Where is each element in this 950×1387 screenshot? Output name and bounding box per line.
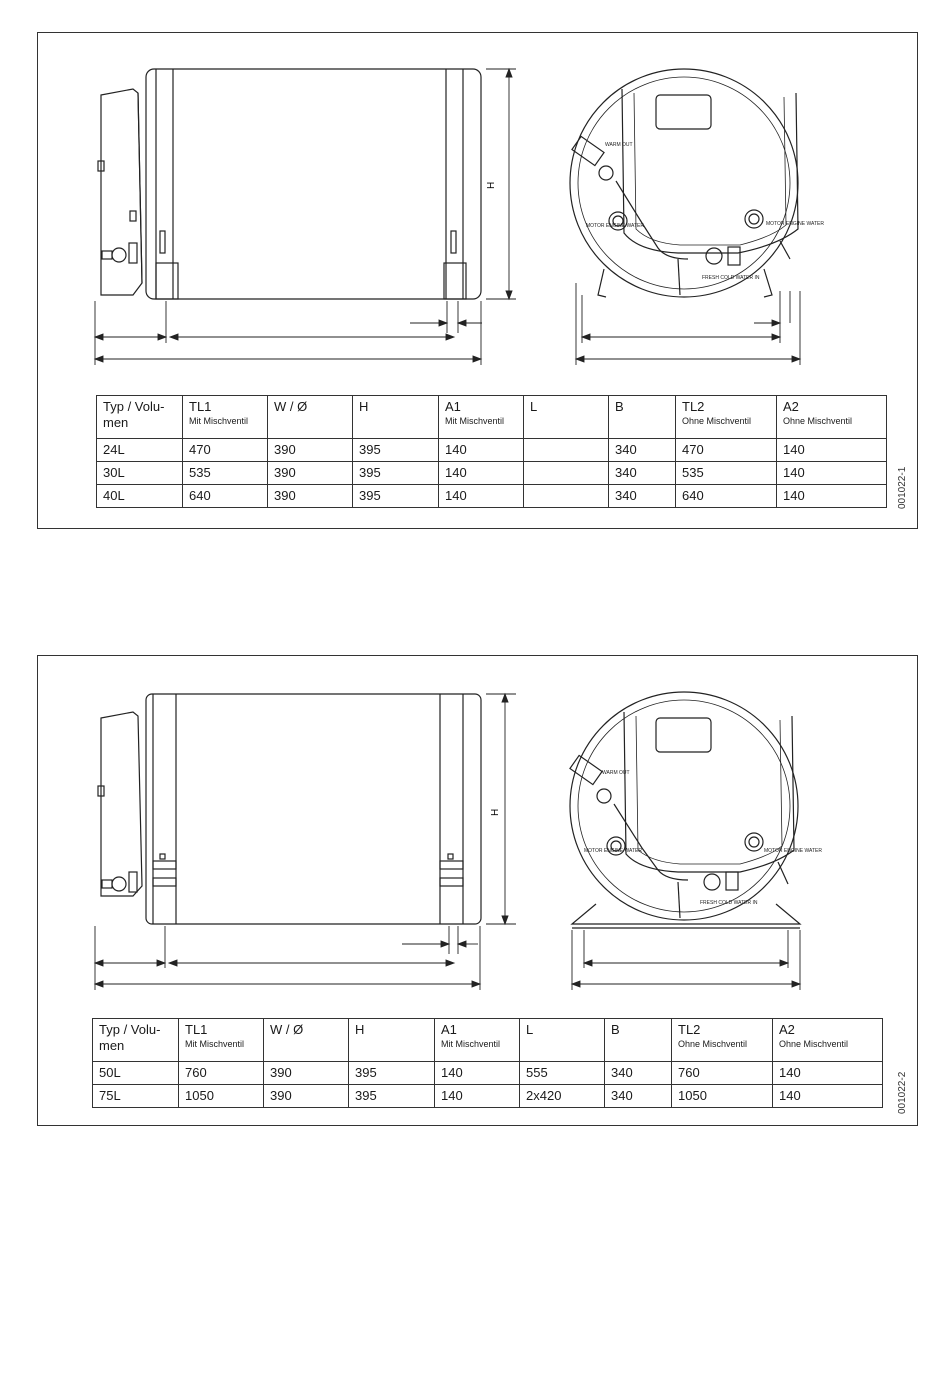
table-cell bbox=[524, 439, 609, 462]
header-label: B bbox=[615, 399, 624, 414]
table-header-row bbox=[93, 1019, 883, 1062]
figure-id-label: 001022-1 bbox=[897, 466, 908, 509]
table-cell: 40L bbox=[97, 485, 183, 508]
header-cell bbox=[435, 1019, 520, 1062]
tank-body bbox=[146, 69, 481, 299]
figure-id-label: 001022-2 bbox=[897, 1071, 908, 1114]
header-cell bbox=[439, 396, 524, 439]
table-cell: 395 bbox=[353, 439, 439, 462]
header-cell bbox=[349, 1019, 435, 1062]
table-header-row bbox=[97, 396, 887, 439]
table-cell: 390 bbox=[264, 1085, 349, 1108]
table-row bbox=[93, 1085, 883, 1108]
table-cell: 140 bbox=[777, 439, 887, 462]
control-housing bbox=[101, 712, 142, 896]
header-sub: Mit Mischventil bbox=[445, 415, 505, 426]
header-cell bbox=[676, 396, 777, 439]
spec-table-2 bbox=[92, 1018, 883, 1108]
table-row bbox=[93, 1062, 883, 1085]
table-cell: 140 bbox=[439, 485, 524, 508]
table-cell: 140 bbox=[777, 462, 887, 485]
table-cell: 50L bbox=[93, 1062, 179, 1085]
mixing-valve bbox=[112, 877, 126, 891]
foot-left bbox=[156, 263, 178, 299]
diagram-figure-1 bbox=[37, 32, 918, 529]
table-cell: 390 bbox=[268, 485, 353, 508]
header-label: H bbox=[355, 1022, 365, 1037]
tag-motor-engine-right: MOTOR ENGINE WATER bbox=[764, 848, 822, 854]
table-cell: 340 bbox=[609, 462, 676, 485]
header-label: W / Ø bbox=[270, 1022, 304, 1037]
table-cell: 555 bbox=[520, 1062, 605, 1085]
table-cell: 395 bbox=[353, 485, 439, 508]
table-cell: 30L bbox=[97, 462, 183, 485]
header-label: TL1 bbox=[189, 399, 212, 414]
header-cell bbox=[524, 396, 609, 439]
table-cell: 390 bbox=[264, 1062, 349, 1085]
h-dimension-label: H bbox=[490, 808, 501, 816]
header-label: A2 bbox=[783, 399, 799, 414]
table-cell: 390 bbox=[268, 462, 353, 485]
header-label: L bbox=[526, 1022, 534, 1037]
header-cell bbox=[777, 396, 887, 439]
header-label: H bbox=[359, 399, 369, 414]
table-row bbox=[97, 462, 887, 485]
header-sub: Ohne Mischventil bbox=[682, 415, 752, 426]
tank-front-view bbox=[570, 69, 798, 297]
table-cell bbox=[524, 462, 609, 485]
header-label: TL2 bbox=[682, 399, 705, 414]
header-label: W / Ø bbox=[274, 399, 308, 414]
header-sub: Ohne Mischventil bbox=[783, 415, 853, 426]
tag-motor-engine-left: MOTOR ENGINE WATER bbox=[584, 848, 642, 854]
mixing-valve bbox=[112, 248, 126, 262]
table-cell: 1050 bbox=[179, 1085, 264, 1108]
header-label: A1 bbox=[445, 399, 461, 414]
header-cell bbox=[183, 396, 268, 439]
header-cell bbox=[93, 1019, 179, 1062]
table-cell: 640 bbox=[183, 485, 268, 508]
table-cell: 2x420 bbox=[520, 1085, 605, 1108]
header-label: Typ / Volu-men bbox=[99, 1022, 161, 1053]
header-cell bbox=[264, 1019, 349, 1062]
table-row bbox=[97, 439, 887, 462]
header-cell bbox=[773, 1019, 883, 1062]
tag-warm-out: WARM OUT bbox=[602, 770, 630, 776]
header-cell bbox=[353, 396, 439, 439]
table-cell: 75L bbox=[93, 1085, 179, 1108]
table-cell: 340 bbox=[609, 439, 676, 462]
table-cell: 395 bbox=[353, 462, 439, 485]
header-cell bbox=[672, 1019, 773, 1062]
header-label: TL2 bbox=[678, 1022, 701, 1037]
boiler-drawing-2 bbox=[38, 656, 917, 1016]
tag-fresh-cold-in: FRESH COLD WATER IN bbox=[700, 900, 758, 906]
header-sub: Mit Mischventil bbox=[189, 415, 249, 426]
tank-front-view bbox=[570, 692, 798, 920]
tag-motor-engine-left: MOTOR ENGINE WATER bbox=[586, 223, 644, 229]
header-cell bbox=[179, 1019, 264, 1062]
table-cell: 140 bbox=[777, 485, 887, 508]
tag-warm-out: WARM OUT bbox=[605, 142, 633, 148]
table-cell: 140 bbox=[773, 1085, 883, 1108]
header-sub: Ohne Mischventil bbox=[678, 1038, 748, 1049]
header-label: A2 bbox=[779, 1022, 795, 1037]
h-dimension-label: H bbox=[486, 181, 497, 189]
table-cell: 340 bbox=[609, 485, 676, 508]
table-cell: 140 bbox=[773, 1062, 883, 1085]
tag-fresh-cold-in: FRESH COLD WATER IN bbox=[702, 275, 760, 281]
table-cell: 390 bbox=[268, 439, 353, 462]
tag-motor-engine-right: MOTOR ENGINE WATER bbox=[766, 221, 824, 227]
header-cell bbox=[609, 396, 676, 439]
header-label: L bbox=[530, 399, 538, 414]
tank-body bbox=[146, 694, 481, 924]
table-cell: 640 bbox=[676, 485, 777, 508]
table-cell: 140 bbox=[435, 1085, 520, 1108]
table-cell: 140 bbox=[439, 462, 524, 485]
table-cell: 1050 bbox=[672, 1085, 773, 1108]
control-housing bbox=[101, 89, 142, 295]
table-cell: 340 bbox=[605, 1062, 672, 1085]
header-sub: Mit Mischventil bbox=[185, 1038, 245, 1049]
table-cell: 395 bbox=[349, 1062, 435, 1085]
table-cell: 760 bbox=[179, 1062, 264, 1085]
header-sub: Ohne Mischventil bbox=[779, 1038, 849, 1049]
spec-table-1 bbox=[96, 395, 887, 508]
header-cell bbox=[268, 396, 353, 439]
table-cell: 140 bbox=[439, 439, 524, 462]
header-label: TL1 bbox=[185, 1022, 208, 1037]
table-cell: 24L bbox=[97, 439, 183, 462]
table-cell: 140 bbox=[435, 1062, 520, 1085]
boiler-drawing-1 bbox=[38, 33, 917, 393]
header-label: A1 bbox=[441, 1022, 457, 1037]
header-cell bbox=[520, 1019, 605, 1062]
table-cell bbox=[524, 485, 609, 508]
header-cell bbox=[605, 1019, 672, 1062]
table-cell: 340 bbox=[605, 1085, 672, 1108]
table-cell: 395 bbox=[349, 1085, 435, 1108]
header-label: B bbox=[611, 1022, 620, 1037]
header-label: Typ / Volu-men bbox=[103, 399, 165, 430]
table-row bbox=[97, 485, 887, 508]
table-cell: 760 bbox=[672, 1062, 773, 1085]
diagram-figure-2 bbox=[37, 655, 918, 1126]
header-cell bbox=[97, 396, 183, 439]
table-cell: 535 bbox=[183, 462, 268, 485]
table-cell: 470 bbox=[183, 439, 268, 462]
table-cell: 470 bbox=[676, 439, 777, 462]
table-cell: 535 bbox=[676, 462, 777, 485]
header-sub: Mit Mischventil bbox=[441, 1038, 501, 1049]
